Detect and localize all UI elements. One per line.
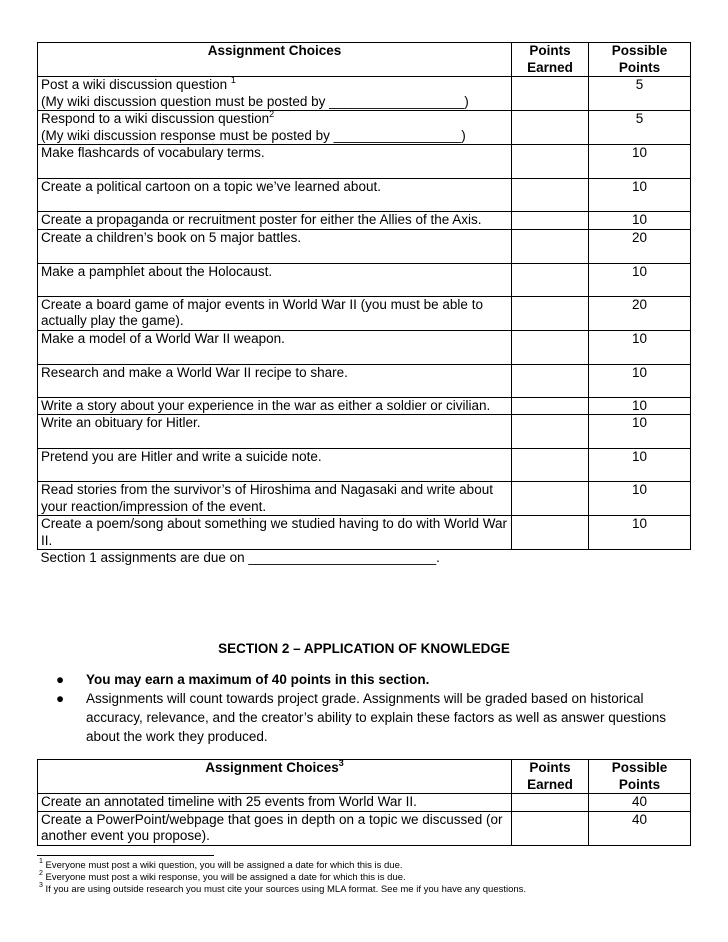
- table-row: [38, 794, 691, 812]
- points-earned-cell[interactable]: [512, 229, 589, 263]
- footnote: [39, 857, 699, 872]
- possible-points-cell: 10: [589, 449, 691, 482]
- list-item: [56, 689, 686, 746]
- table-row: [38, 364, 691, 397]
- points-earned-cell[interactable]: [512, 330, 589, 364]
- table-row: [38, 330, 691, 364]
- points-earned-cell[interactable]: [512, 516, 589, 550]
- assignment-cell: Write a story about your experience in the war as either a soldier or civilian.: [38, 397, 512, 415]
- points-earned-cell[interactable]: [512, 397, 589, 415]
- table-header-row: [38, 760, 691, 794]
- table-row: [38, 482, 691, 516]
- table-row: [38, 811, 691, 845]
- points-earned-cell[interactable]: [512, 296, 589, 330]
- assignment-table-1: [37, 42, 691, 567]
- possible-points-cell: 10: [589, 397, 691, 415]
- assignment-cell: Make flashcards of vocabulary terms.: [38, 145, 512, 179]
- assignment-table-2: [37, 759, 691, 846]
- assignment-cell: Create a poem/song about something we studied having to do with World War II.: [38, 516, 512, 550]
- points-earned-cell[interactable]: [512, 77, 589, 111]
- possible-points-cell: 40: [589, 794, 691, 812]
- possible-points-cell: 10: [589, 415, 691, 449]
- footnote-text: Everyone must post a wiki question, you will be assigned a date for which this is due.: [45, 860, 403, 871]
- table-row: [38, 263, 691, 296]
- assignment-cell: Create a propaganda or recruitment poster for either the Allies of the Axis.: [38, 212, 512, 230]
- bullet-text: Assignments will count towards project grade. Assignments will be graded based on historical accuracy, relevance, and the creator’s ability to explain these factors as well as answer questions about the work they produced.: [86, 691, 667, 744]
- footnote-text: Everyone must post a wiki response, you will be assigned a date for which this is due.: [45, 872, 406, 883]
- points-earned-cell[interactable]: [512, 811, 589, 845]
- assignment-cell: Make a pamphlet about the Holocaust.: [38, 263, 512, 296]
- due-date-row: [38, 550, 691, 567]
- points-earned-cell[interactable]: [512, 212, 589, 230]
- header-points-earned: Points Earned: [512, 43, 589, 77]
- table-row: [38, 296, 691, 330]
- table-row: [38, 397, 691, 415]
- bullet-text: You may earn a maximum of 40 points in this section.: [86, 672, 430, 687]
- footnotes: [39, 857, 699, 896]
- points-earned-cell[interactable]: [512, 449, 589, 482]
- possible-points-cell: 10: [589, 263, 691, 296]
- possible-points-cell: 40: [589, 811, 691, 845]
- possible-points-cell: 10: [589, 482, 691, 516]
- assignment-cell: [38, 74, 512, 111]
- table-row: [38, 449, 691, 482]
- points-earned-cell[interactable]: [512, 263, 589, 296]
- header-assignment-choices: [38, 757, 512, 794]
- possible-points-cell: 10: [589, 212, 691, 230]
- footnote-number: 3: [39, 881, 43, 889]
- assignment-cell: Make a model of a World War II weapon.: [38, 330, 512, 364]
- header-points-earned: Points Earned: [512, 760, 589, 794]
- table-header-row: [38, 43, 691, 77]
- points-earned-cell[interactable]: [512, 794, 589, 812]
- possible-points-cell: 10: [589, 516, 691, 550]
- points-earned-cell[interactable]: [512, 364, 589, 397]
- footnote: [39, 869, 699, 884]
- footnote-text: If you are using outside research you must cite your sources using MLA format. See me if you have any questions.: [45, 884, 527, 895]
- possible-points-cell: 5: [589, 77, 691, 111]
- possible-points-cell: 10: [589, 145, 691, 179]
- due-date-note: Section 1 assignments are due on _________________________.: [38, 550, 691, 567]
- footnote-number: 2: [39, 869, 43, 877]
- table-row: [38, 415, 691, 449]
- table-row: [38, 111, 691, 145]
- footnote-ref: 3: [338, 757, 344, 768]
- assignment-cell: Create a political cartoon on a topic we’ve learned about.: [38, 179, 512, 212]
- header-possible-points: Possible Points: [589, 43, 691, 77]
- assignment-cell: Read stories from the survivor’s of Hiroshima and Nagasaki and write about your reaction/impression of the event.: [38, 482, 512, 516]
- footnote: [39, 881, 699, 896]
- table-row: [38, 516, 691, 550]
- points-earned-cell[interactable]: [512, 145, 589, 179]
- footnote-ref: 2: [269, 108, 275, 119]
- footnote-number: 1: [39, 857, 43, 865]
- assignment-text: Post a wiki discussion question: [41, 77, 228, 92]
- points-earned-cell[interactable]: [512, 179, 589, 212]
- points-earned-cell[interactable]: [512, 415, 589, 449]
- table-row: [38, 145, 691, 179]
- section-2-bullet-list: [56, 670, 686, 746]
- possible-points-cell: 10: [589, 179, 691, 212]
- header-assignment-choices-label: Assignment Choices: [205, 760, 339, 775]
- assignment-cell: Research and make a World War II recipe to share.: [38, 364, 512, 397]
- possible-points-cell: 5: [589, 111, 691, 145]
- list-item: [56, 670, 686, 689]
- possible-points-cell: 10: [589, 364, 691, 397]
- table-row: [38, 229, 691, 263]
- points-earned-cell[interactable]: [512, 111, 589, 145]
- assignment-cell: Create a board game of major events in World War II (you must be able to actually play the game).: [38, 296, 512, 330]
- table-row: [38, 77, 691, 111]
- bullet-icon: ●: [56, 672, 65, 687]
- assignment-cell: Create an annotated timeline with 25 events from World War II.: [38, 794, 512, 812]
- possible-points-cell: 20: [589, 229, 691, 263]
- assignment-cell: [38, 108, 512, 145]
- header-possible-points: Possible Points: [589, 760, 691, 794]
- possible-points-cell: 10: [589, 330, 691, 364]
- assignment-cell: Create a children’s book on 5 major battles.: [38, 229, 512, 263]
- assignment-cell: Pretend you are Hitler and write a suicide note.: [38, 449, 512, 482]
- footnote-separator: [37, 855, 214, 856]
- header-assignment-choices: Assignment Choices: [38, 43, 512, 77]
- assignment-text: Respond to a wiki discussion question: [41, 111, 270, 126]
- possible-points-cell: 20: [589, 296, 691, 330]
- assignment-deadline-text: (My wiki discussion response must be posted by _________________): [41, 127, 466, 143]
- assignment-cell: Create a PowerPoint/webpage that goes in depth on a topic we discussed (or another event you propose).: [38, 811, 512, 845]
- footnote-ref: 1: [230, 74, 236, 85]
- section-2-heading: SECTION 2 – APPLICATION OF KNOWLEDGE: [218, 641, 510, 656]
- table-row: [38, 179, 691, 212]
- table-row: [38, 212, 691, 230]
- points-earned-cell[interactable]: [512, 482, 589, 516]
- assignment-deadline-text: (My wiki discussion question must be posted by __________________): [41, 93, 469, 109]
- bullet-icon: ●: [56, 691, 65, 706]
- assignment-cell: Write an obituary for Hitler.: [38, 415, 512, 449]
